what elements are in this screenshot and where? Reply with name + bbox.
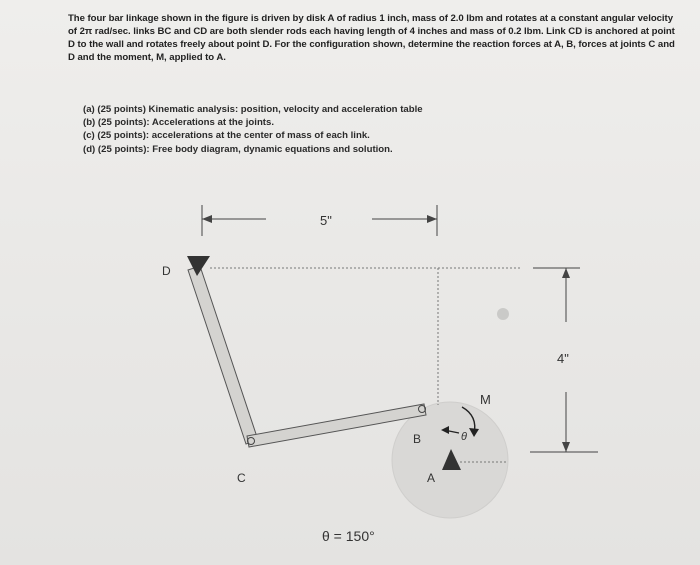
label-theta: θ: [461, 431, 467, 443]
label-a: A: [427, 471, 436, 485]
part-c: (c) (25 points): accelerations at the center of mass of each link.: [83, 130, 370, 142]
dim-5-label: 5": [320, 213, 332, 228]
dim-4-bottom-arrowhead: [562, 442, 570, 452]
dim-4-label: 4": [557, 351, 569, 366]
label-c: C: [237, 471, 246, 485]
part-d: (d) (25 points): Free body diagram, dynamic equations and solution.: [83, 143, 393, 155]
dim-5-left-arrowhead: [202, 215, 212, 223]
dim-4-top-arrowhead: [562, 268, 570, 278]
problem-text: The four bar linkage shown in the figure is driven by disk A of radius 1 inch, mass of 2.0 lbm and rotates at a constant angular velocity of 2π rad/sec. links BC and CD are both slender rods each having length of 4 inches and mass of 0.2 lbm. Link CD is anchored at point D to the wall and rotates freely about point D. For the configuration shown, determine the reaction forces at A, B, forces at joints C and D and the moment, M, applied to A.: [68, 13, 675, 63]
label-d: D: [162, 264, 171, 278]
part-a: (a) (25 points) Kinematic analysis: position, velocity and acceleration table: [83, 104, 423, 115]
part-b: (b) (25 points): Accelerations at the joints.: [83, 117, 275, 129]
link-cd: [188, 266, 258, 444]
disk-marker-dot: [497, 308, 509, 320]
angle-caption: θ = 150°: [322, 528, 375, 544]
label-b: B: [413, 432, 422, 446]
label-m: M: [480, 392, 491, 407]
dim-5-right-arrowhead: [427, 215, 437, 223]
